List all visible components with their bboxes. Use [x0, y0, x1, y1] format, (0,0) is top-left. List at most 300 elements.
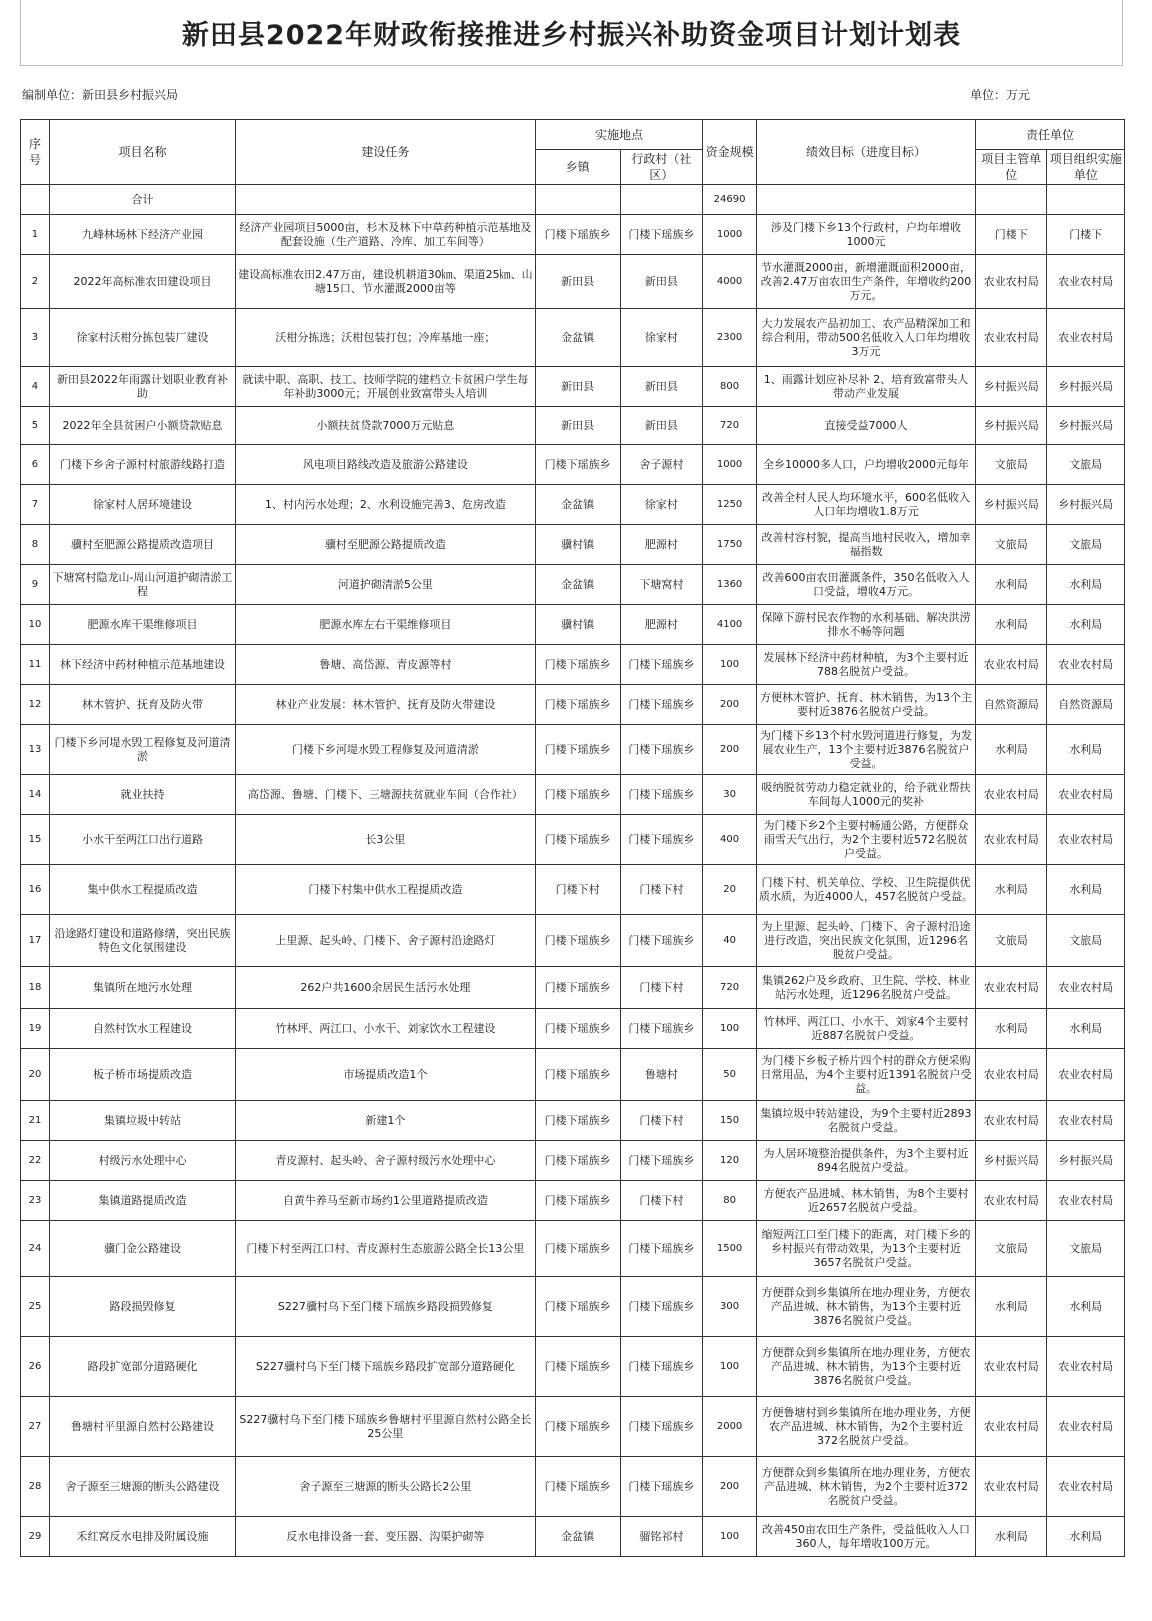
- cell-dept: 农业农村局: [976, 1457, 1047, 1517]
- cell-task: 骥村至肥源公路提质改造: [235, 525, 535, 565]
- cell-dept: 水利局: [976, 865, 1047, 915]
- cell-amount: 2300: [703, 309, 757, 367]
- cell-impl: 农业农村局: [1047, 1397, 1125, 1457]
- cell-dept: 农业农村局: [976, 775, 1047, 815]
- cell-impl: 农业农村局: [1047, 309, 1125, 367]
- cell-town: 门楼下瑶族乡: [535, 445, 620, 485]
- header-name: 项目名称: [49, 120, 235, 185]
- cell-impl: 水利局: [1047, 865, 1125, 915]
- table-row: [21, 775, 1125, 815]
- cell-name: 门楼下乡河堤水毁工程修复及河道清淤: [49, 725, 235, 775]
- cell-village: 门楼下瑶族乡: [620, 1141, 703, 1181]
- cell-town: 门楼下瑶族乡: [535, 1221, 620, 1277]
- cell-village: 门楼下瑶族乡: [620, 915, 703, 967]
- cell-town: 门楼下瑶族乡: [535, 215, 620, 255]
- cell-name: 村级污水处理中心: [49, 1141, 235, 1181]
- cell-impl: 水利局: [1047, 1009, 1125, 1049]
- cell-dept: 文旅局: [976, 445, 1047, 485]
- cell-town: 新田县: [535, 407, 620, 445]
- compiling-unit-name: 新田县乡村振兴局: [82, 88, 179, 102]
- cell-task: 风电项目路线改造及旅游公路建设: [235, 445, 535, 485]
- cell-village: 门楼下村: [620, 1101, 703, 1141]
- cell-impl: 水利局: [1047, 1517, 1125, 1557]
- cell-village: 肥源村: [620, 525, 703, 565]
- cell-dept: 农业农村局: [976, 1337, 1047, 1397]
- cell-task: 沃柑分拣选；沃柑包装打包；冷库基地一座；: [235, 309, 535, 367]
- table-row: [21, 725, 1125, 775]
- cell-no: 11: [21, 645, 50, 685]
- cell-no: 23: [21, 1181, 50, 1221]
- cell-dept: 农业农村局: [976, 967, 1047, 1009]
- total-impl: [1047, 185, 1125, 215]
- cell-village: 门楼下瑶族乡: [620, 1337, 703, 1397]
- cell-amount: 150: [703, 1101, 757, 1141]
- cell-no: 25: [21, 1277, 50, 1337]
- cell-no: 5: [21, 407, 50, 445]
- cell-village: 门楼下瑶族乡: [620, 685, 703, 725]
- cell-dept: 水利局: [976, 565, 1047, 605]
- cell-amount: 20: [703, 865, 757, 915]
- cell-goal: 发展林下经济中药材种植，为3个主要村近788名脱贫户受益。: [756, 645, 975, 685]
- cell-goal: 直接受益7000人: [756, 407, 975, 445]
- table-row: [21, 485, 1125, 525]
- cell-town: 门楼下村: [535, 865, 620, 915]
- table-row: [21, 815, 1125, 865]
- cell-amount: 1250: [703, 485, 757, 525]
- table-row: [21, 645, 1125, 685]
- cell-impl: 文旅局: [1047, 915, 1125, 967]
- cell-no: 15: [21, 815, 50, 865]
- cell-task: 肥源水库左右干渠维修项目: [235, 605, 535, 645]
- cell-task: 反水电排设备一套、变压器、沟渠护砌等: [235, 1517, 535, 1557]
- title-box: [20, 0, 1123, 66]
- cell-town: 门楼下瑶族乡: [535, 685, 620, 725]
- table-row: [21, 525, 1125, 565]
- total-row: [21, 185, 1125, 215]
- cell-task: 门楼下村集中供水工程提质改造: [235, 865, 535, 915]
- total-village: [620, 185, 703, 215]
- cell-amount: 720: [703, 407, 757, 445]
- cell-impl: 农业农村局: [1047, 1101, 1125, 1141]
- cell-name: 林下经济中药材种植示范基地建设: [49, 645, 235, 685]
- cell-amount: 100: [703, 1009, 757, 1049]
- header-location: 实施地点: [535, 120, 702, 150]
- cell-goal: 改善450亩农田生产条件，受益低收入人口360人，每年增收100万元。: [756, 1517, 975, 1557]
- cell-village: 骝铭祁村: [620, 1517, 703, 1557]
- cell-amount: 1000: [703, 215, 757, 255]
- cell-name: 林木管护、抚育及防火带: [49, 685, 235, 725]
- header-goal: 绩效目标（进度目标）: [756, 120, 975, 185]
- cell-town: 门楼下瑶族乡: [535, 1101, 620, 1141]
- cell-goal: 为人居环境整治提供条件，为3个主要村近894名脱贫户受益。: [756, 1141, 975, 1181]
- cell-impl: 水利局: [1047, 605, 1125, 645]
- total-town: [535, 185, 620, 215]
- cell-goal: 方便群众到乡集镇所在地办理业务，方便农产品进城、林木销售，为13个主要村近3876名脱贫户受益。: [756, 1337, 975, 1397]
- cell-goal: 方便农产品进城、林木销售，为8个主要村近2657名脱贫户受益。: [756, 1181, 975, 1221]
- cell-dept: 自然资源局: [976, 685, 1047, 725]
- cell-name: 路段损毁修复: [49, 1277, 235, 1337]
- cell-town: 门楼下瑶族乡: [535, 1457, 620, 1517]
- cell-no: 13: [21, 725, 50, 775]
- cell-task: 就读中职、高职、技工、技师学院的建档立卡贫困户学生每年补助3000元；开展创业致富带头人培训: [235, 367, 535, 407]
- cell-village: 鲁塘村: [620, 1049, 703, 1101]
- cell-dept: 乡村振兴局: [976, 485, 1047, 525]
- cell-no: 6: [21, 445, 50, 485]
- table-body: [21, 185, 1125, 1557]
- table-row: [21, 915, 1125, 967]
- cell-task: 经济产业园项目5000亩，杉木及林下中草药种植示范基地及配套设施（生产道路、冷库、加工车间等）: [235, 215, 535, 255]
- cell-amount: 300: [703, 1277, 757, 1337]
- cell-impl: 农业农村局: [1047, 1337, 1125, 1397]
- cell-dept: 农业农村局: [976, 255, 1047, 309]
- cell-amount: 4000: [703, 255, 757, 309]
- cell-no: 7: [21, 485, 50, 525]
- cell-impl: 农业农村局: [1047, 255, 1125, 309]
- cell-no: 20: [21, 1049, 50, 1101]
- table-row: [21, 1141, 1125, 1181]
- cell-name: 禾红窝反水电排及附属设施: [49, 1517, 235, 1557]
- table-row: [21, 1009, 1125, 1049]
- table-row: [21, 1049, 1125, 1101]
- cell-village: 徐家村: [620, 485, 703, 525]
- cell-no: 27: [21, 1397, 50, 1457]
- cell-impl: 农业农村局: [1047, 1049, 1125, 1101]
- cell-town: 门楼下瑶族乡: [535, 1141, 620, 1181]
- cell-village: 门楼下瑶族乡: [620, 645, 703, 685]
- total-label: 合计: [49, 185, 235, 215]
- unit-label: 单位：万元: [970, 88, 1031, 102]
- table-row: [21, 367, 1125, 407]
- table-row: [21, 1277, 1125, 1337]
- header-amount: 资金规模: [703, 120, 757, 185]
- cell-goal: 为门楼下乡板子桥片四个村的群众方便采购日常用品，为4个主要村近1391名脱贫户受益。: [756, 1049, 975, 1101]
- cell-town: 门楼下瑶族乡: [535, 1397, 620, 1457]
- cell-task: 青皮源村、起头岭、舍子源村级污水处理中心: [235, 1141, 535, 1181]
- cell-goal: 方便群众到乡集镇所在地办理业务，方便农产品进城、林木销售，为13个主要村近3876名脱贫户受益。: [756, 1277, 975, 1337]
- cell-name: 肥源水库干渠维修项目: [49, 605, 235, 645]
- cell-village: 门楼下瑶族乡: [620, 1277, 703, 1337]
- cell-dept: 农业农村局: [976, 645, 1047, 685]
- cell-village: 门楼下瑶族乡: [620, 725, 703, 775]
- cell-goal: 集镇262户及乡政府、卫生院、学校、林业站污水处理，近1296名脱贫户受益。: [756, 967, 975, 1009]
- cell-name: 小水干至两江口出行道路: [49, 815, 235, 865]
- cell-task: 市场提质改造1个: [235, 1049, 535, 1101]
- table-row: [21, 1181, 1125, 1221]
- cell-town: 新田县: [535, 367, 620, 407]
- cell-amount: 40: [703, 915, 757, 967]
- cell-task: S227骥村乌下至门楼下瑶族乡鲁塘村平里源自然村公路全长25公里: [235, 1397, 535, 1457]
- cell-no: 12: [21, 685, 50, 725]
- cell-task: 竹林坪、两江口、小水干、刘家饮水工程建设: [235, 1009, 535, 1049]
- header-impl: 项目组织实施单位: [1047, 150, 1125, 185]
- cell-town: 门楼下瑶族乡: [535, 1337, 620, 1397]
- cell-town: 骥村镇: [535, 525, 620, 565]
- cell-dept: 文旅局: [976, 1221, 1047, 1277]
- cell-town: 门楼下瑶族乡: [535, 1181, 620, 1221]
- cell-goal: 方便群众到乡集镇所在地办理业务，方便农产品进城、林木销售，为2个主要村近372名脱贫户受益。: [756, 1457, 975, 1517]
- cell-task: 小额扶贫贷款7000万元贴息: [235, 407, 535, 445]
- cell-town: 门楼下瑶族乡: [535, 775, 620, 815]
- cell-amount: 120: [703, 1141, 757, 1181]
- cell-no: 17: [21, 915, 50, 967]
- cell-village: 门楼下村: [620, 967, 703, 1009]
- cell-goal: 方便林木管护、抚育、林木销售，为13个主要村近3876名脱贫户受益。: [756, 685, 975, 725]
- cell-town: 门楼下瑶族乡: [535, 815, 620, 865]
- cell-no: 9: [21, 565, 50, 605]
- cell-task: 鲁塘、高岱源、青皮源等村: [235, 645, 535, 685]
- cell-no: 3: [21, 309, 50, 367]
- cell-name: 2022年全县贫困户小额贷款贴息: [49, 407, 235, 445]
- cell-task: S227骥村乌下至门楼下瑶族乡路段损毁修复: [235, 1277, 535, 1337]
- cell-town: 金盆镇: [535, 1517, 620, 1557]
- cell-town: 门楼下瑶族乡: [535, 1277, 620, 1337]
- cell-impl: 乡村振兴局: [1047, 1141, 1125, 1181]
- table-row: [21, 1397, 1125, 1457]
- cell-amount: 1500: [703, 1221, 757, 1277]
- cell-no: 2: [21, 255, 50, 309]
- header-task: 建设任务: [235, 120, 535, 185]
- total-goal: [756, 185, 975, 215]
- cell-dept: 乡村振兴局: [976, 407, 1047, 445]
- cell-impl: 水利局: [1047, 1277, 1125, 1337]
- cell-village: 新田县: [620, 255, 703, 309]
- cell-dept: 乡村振兴局: [976, 367, 1047, 407]
- cell-village: 门楼下瑶族乡: [620, 775, 703, 815]
- cell-dept: 水利局: [976, 1009, 1047, 1049]
- cell-amount: 4100: [703, 605, 757, 645]
- cell-village: 门楼下瑶族乡: [620, 1457, 703, 1517]
- cell-dept: 门楼下: [976, 215, 1047, 255]
- cell-task: 长3公里: [235, 815, 535, 865]
- cell-name: 骥村至肥源公路提质改造项目: [49, 525, 235, 565]
- cell-no: 26: [21, 1337, 50, 1397]
- cell-no: 28: [21, 1457, 50, 1517]
- table-row: [21, 215, 1125, 255]
- total-amount: 24690: [703, 185, 757, 215]
- cell-no: 19: [21, 1009, 50, 1049]
- table-row: [21, 407, 1125, 445]
- cell-goal: 为门楼下乡2个主要村畅通公路，方便群众雨雪天气出行，为2个主要村近572名脱贫户受益。: [756, 815, 975, 865]
- cell-town: 门楼下瑶族乡: [535, 1009, 620, 1049]
- cell-town: 门楼下瑶族乡: [535, 725, 620, 775]
- cell-village: 新田县: [620, 367, 703, 407]
- cell-dept: 农业农村局: [976, 815, 1047, 865]
- cell-dept: 文旅局: [976, 915, 1047, 967]
- cell-impl: 乡村振兴局: [1047, 367, 1125, 407]
- cell-task: S227骥村乌下至门楼下瑶族乡路段扩宽部分道路硬化: [235, 1337, 535, 1397]
- cell-task: 自黄牛养马至新市场约1公里道路提质改造: [235, 1181, 535, 1221]
- cell-task: 新建1个: [235, 1101, 535, 1141]
- cell-amount: 2000: [703, 1397, 757, 1457]
- cell-task: 河道护砌清淤5公里: [235, 565, 535, 605]
- table-row: [21, 685, 1125, 725]
- cell-village: 门楼下瑶族乡: [620, 815, 703, 865]
- cell-no: 14: [21, 775, 50, 815]
- cell-village: 门楼下瑶族乡: [620, 215, 703, 255]
- table-row: [21, 1101, 1125, 1141]
- cell-village: 舍子源村: [620, 445, 703, 485]
- cell-dept: 农业农村局: [976, 309, 1047, 367]
- cell-goal: 大力发展农产品初加工、农产品精深加工和综合利用，带动500名低收入人口年均增收3万元: [756, 309, 975, 367]
- cell-name: 沿途路灯建设和道路修缮，突出民族特色文化氛围建设: [49, 915, 235, 967]
- cell-goal: 为门楼下乡13个村水毁河道进行修复，为发展农业生产，13个主要村近3876名脱贫户受益。: [756, 725, 975, 775]
- cell-goal: 为上里源、起头岭、门楼下、舍子源村沿途进行改造，突出民族文化氛围，近1296名脱贫户受益。: [756, 915, 975, 967]
- cell-name: 集中供水工程提质改造: [49, 865, 235, 915]
- cell-dept: 文旅局: [976, 525, 1047, 565]
- cell-goal: 改善全村人民人均环境水平，600名低收入人口年均增收1.8万元: [756, 485, 975, 525]
- project-table: [20, 119, 1125, 1557]
- table-row: [21, 967, 1125, 1009]
- cell-village: 徐家村: [620, 309, 703, 367]
- cell-village: 门楼下瑶族乡: [620, 1397, 703, 1457]
- cell-name: 舍子源至三塘源的断头公路建设: [49, 1457, 235, 1517]
- table-row: [21, 1337, 1125, 1397]
- cell-amount: 100: [703, 1517, 757, 1557]
- cell-goal: 集镇垃圾中转站建设，为9个主要村近2893名脱贫户受益。: [756, 1101, 975, 1141]
- cell-name: 新田县2022年雨露计划职业教育补助: [49, 367, 235, 407]
- total-no: [21, 185, 50, 215]
- cell-impl: 门楼下: [1047, 215, 1125, 255]
- cell-dept: 农业农村局: [976, 1397, 1047, 1457]
- cell-dept: 水利局: [976, 1277, 1047, 1337]
- cell-village: 门楼下村: [620, 865, 703, 915]
- cell-no: 4: [21, 367, 50, 407]
- cell-town: 骥村镇: [535, 605, 620, 645]
- cell-goal: 改善村容村貌，提高当地村民收入，增加幸福指数: [756, 525, 975, 565]
- compiling-unit-label: 编制单位：: [22, 88, 83, 102]
- cell-no: 29: [21, 1517, 50, 1557]
- cell-impl: 农业农村局: [1047, 967, 1125, 1009]
- cell-name: 就业扶持: [49, 775, 235, 815]
- cell-impl: 乡村振兴局: [1047, 485, 1125, 525]
- cell-name: 下塘窝村隐龙山-周山河道护砌清淤工程: [49, 565, 235, 605]
- cell-name: 集镇道路提质改造: [49, 1181, 235, 1221]
- cell-village: 下塘窝村: [620, 565, 703, 605]
- table-row: [21, 565, 1125, 605]
- cell-name: 路段扩宽部分道路硬化: [49, 1337, 235, 1397]
- cell-name: 门楼下乡舍子源村村旅游线路打造: [49, 445, 235, 485]
- cell-amount: 80: [703, 1181, 757, 1221]
- cell-task: 林业产业发展：林木管护、抚育及防火带建设: [235, 685, 535, 725]
- cell-village: 门楼下瑶族乡: [620, 1221, 703, 1277]
- cell-task: 1、村内污水处理；2、水利设施完善3、危房改造: [235, 485, 535, 525]
- table-row: [21, 1221, 1125, 1277]
- compiling-unit: [22, 86, 178, 103]
- header-village: 行政村（社区）: [620, 150, 703, 185]
- cell-impl: 自然资源局: [1047, 685, 1125, 725]
- cell-dept: 水利局: [976, 605, 1047, 645]
- cell-impl: 农业农村局: [1047, 645, 1125, 685]
- cell-amount: 1360: [703, 565, 757, 605]
- cell-village: 门楼下村: [620, 1181, 703, 1221]
- cell-amount: 200: [703, 685, 757, 725]
- cell-impl: 农业农村局: [1047, 1181, 1125, 1221]
- total-task: [235, 185, 535, 215]
- cell-task: 舍子源至三塘源的断头公路长2公里: [235, 1457, 535, 1517]
- cell-dept: 农业农村局: [976, 1181, 1047, 1221]
- cell-amount: 100: [703, 645, 757, 685]
- cell-name: 九峰林场林下经济产业园: [49, 215, 235, 255]
- cell-town: 金盆镇: [535, 485, 620, 525]
- cell-task: 门楼下村至两江口村、青皮源村生态旅游公路全长13公里: [235, 1221, 535, 1277]
- cell-impl: 农业农村局: [1047, 775, 1125, 815]
- table-row: [21, 309, 1125, 367]
- cell-town: 门楼下瑶族乡: [535, 967, 620, 1009]
- cell-amount: 400: [703, 815, 757, 865]
- cell-dept: 农业农村局: [976, 1101, 1047, 1141]
- cell-name: 集镇所在地污水处理: [49, 967, 235, 1009]
- cell-amount: 1000: [703, 445, 757, 485]
- header-dept: 项目主管单位: [976, 150, 1047, 185]
- cell-goal: 竹林坪、两江口、小水干、刘家4个主要村近887名脱贫户受益。: [756, 1009, 975, 1049]
- cell-goal: 节水灌溉2000亩，新增灌溉面积2000亩，改善2.47万亩农田生产条件，年增收约200万元。: [756, 255, 975, 309]
- cell-name: 鲁塘村平里源自然村公路建设: [49, 1397, 235, 1457]
- cell-goal: 改善600亩农田灌溉条件，350名低收入人口受益，增收4万元。: [756, 565, 975, 605]
- cell-village: 肥源村: [620, 605, 703, 645]
- page-title: 新田县2022年财政衔接推进乡村振兴补助资金项目计划计划表: [181, 20, 962, 51]
- cell-no: 21: [21, 1101, 50, 1141]
- header-no: 序号: [21, 120, 50, 185]
- cell-name: 板子桥市场提质改造: [49, 1049, 235, 1101]
- cell-dept: 乡村振兴局: [976, 1141, 1047, 1181]
- cell-dept: 农业农村局: [976, 1049, 1047, 1101]
- cell-town: 金盆镇: [535, 565, 620, 605]
- cell-amount: 720: [703, 967, 757, 1009]
- cell-no: 24: [21, 1221, 50, 1277]
- cell-amount: 200: [703, 725, 757, 775]
- cell-impl: 农业农村局: [1047, 815, 1125, 865]
- cell-task: 262户共1600余居民生活污水处理: [235, 967, 535, 1009]
- cell-task: 建设高标准农田2.47万亩，建设机耕道30㎞、渠道25㎞、山塘15口、节水灌溉2000亩等: [235, 255, 535, 309]
- cell-dept: 水利局: [976, 725, 1047, 775]
- total-dept: [976, 185, 1047, 215]
- cell-task: 高岱源、鲁塘、门楼下、三塘源扶贫就业车间（合作社）: [235, 775, 535, 815]
- table-row: [21, 255, 1125, 309]
- cell-town: 门楼下瑶族乡: [535, 645, 620, 685]
- cell-goal: 缩短两江口至门楼下的距离，对门楼下乡的乡村振兴有带动效果，为13个主要村近3657名脱贫户受益。: [756, 1221, 975, 1277]
- cell-town: 门楼下瑶族乡: [535, 1049, 620, 1101]
- cell-impl: 水利局: [1047, 565, 1125, 605]
- cell-amount: 800: [703, 367, 757, 407]
- cell-town: 新田县: [535, 255, 620, 309]
- cell-village: 门楼下瑶族乡: [620, 1009, 703, 1049]
- cell-no: 18: [21, 967, 50, 1009]
- cell-amount: 1750: [703, 525, 757, 565]
- cell-amount: 30: [703, 775, 757, 815]
- table-row: [21, 1457, 1125, 1517]
- cell-goal: 吸纳脱贫劳动力稳定就业的，给予就业帮扶车间每人1000元的奖补: [756, 775, 975, 815]
- cell-goal: 保障下游村民农作物的水利基础、解决洪涝排水不畅等问题: [756, 605, 975, 645]
- cell-no: 8: [21, 525, 50, 565]
- cell-impl: 文旅局: [1047, 1221, 1125, 1277]
- cell-village: 新田县: [620, 407, 703, 445]
- cell-no: 10: [21, 605, 50, 645]
- cell-name: 2022年高标准农田建设项目: [49, 255, 235, 309]
- cell-goal: 方便鲁塘村到乡集镇所在地办理业务，方便农产品进城、林木销售，为2个主要村近372名脱贫户受益。: [756, 1397, 975, 1457]
- table-row: [21, 605, 1125, 645]
- table-row: [21, 1517, 1125, 1557]
- cell-name: 徐家村沃柑分拣包装厂建设: [49, 309, 235, 367]
- cell-task: 门楼下乡河堤水毁工程修复及河道清淤: [235, 725, 535, 775]
- cell-impl: 水利局: [1047, 725, 1125, 775]
- cell-no: 16: [21, 865, 50, 915]
- cell-goal: 门楼下村、机关单位、学校、卫生院提供优质水质，为近4000人，457名脱贫户受益。: [756, 865, 975, 915]
- cell-impl: 农业农村局: [1047, 1457, 1125, 1517]
- cell-town: 金盆镇: [535, 309, 620, 367]
- cell-goal: 全乡10000多人口，户均增收2000元每年: [756, 445, 975, 485]
- cell-name: 骥门金公路建设: [49, 1221, 235, 1277]
- header-responsible: 责任单位: [976, 120, 1125, 150]
